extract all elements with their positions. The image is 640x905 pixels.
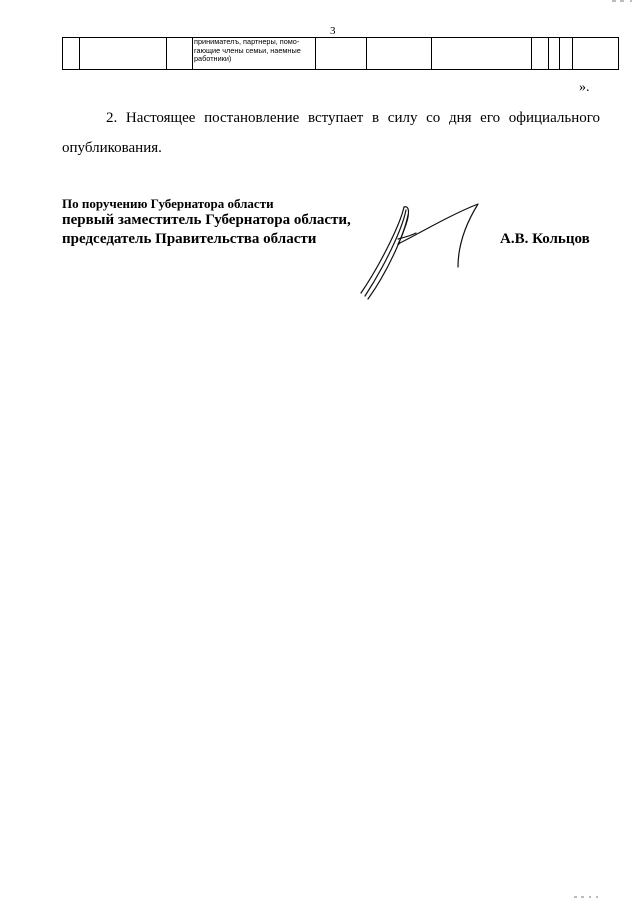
signature-line-1: По поручению Губернатора области bbox=[62, 196, 274, 211]
table-cell bbox=[560, 38, 573, 70]
handwritten-signature bbox=[340, 195, 490, 300]
signature-line-3: председатель Правительства области bbox=[62, 231, 317, 247]
page-number: 3 bbox=[330, 25, 336, 37]
table-row bbox=[63, 38, 619, 70]
scan-artifact-mark bbox=[610, 0, 640, 3]
signature-line-2: первый заместитель Губернатора области, bbox=[62, 212, 351, 228]
paragraph-2: 2. Настоящее постановление вступает в силу со дня его официального опубликования. bbox=[62, 110, 600, 156]
table-cell bbox=[432, 38, 532, 70]
scan-artifact-mark bbox=[572, 895, 602, 899]
table-cell-text: принимателъ, партнеры, помо- гающие члены семьи, наемные работники) bbox=[194, 37, 301, 64]
table-cell bbox=[367, 38, 432, 70]
table-cell bbox=[532, 38, 549, 70]
closing-quote: ». bbox=[579, 80, 590, 95]
table-cell bbox=[167, 38, 193, 70]
signatory-name: А.В. Кольцов bbox=[500, 231, 590, 247]
table-fragment bbox=[62, 37, 619, 70]
table-cell bbox=[549, 38, 560, 70]
table-cell bbox=[573, 38, 619, 70]
table-cell bbox=[80, 38, 167, 70]
table-cell bbox=[63, 38, 80, 70]
table-cell bbox=[193, 38, 316, 70]
table-cell bbox=[316, 38, 367, 70]
